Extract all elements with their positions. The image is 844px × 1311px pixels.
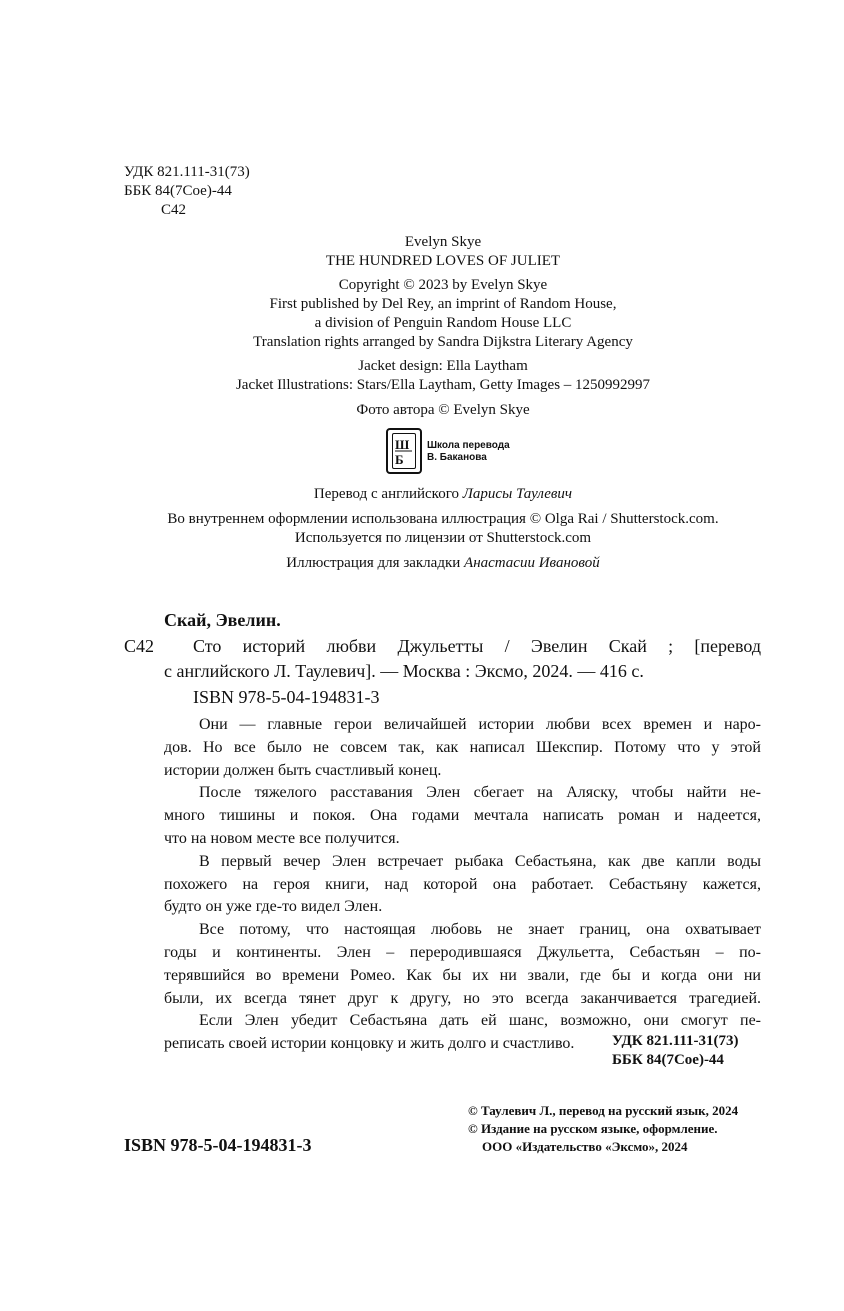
annotation-line: много тишины и покоя. Она годами мечтала написать роман и надеется, <box>164 807 761 825</box>
annotation-line: Они — главные герои величайшей истории любви всех времен и наро- <box>199 716 761 733</box>
record-code: С42 <box>124 636 155 656</box>
illustration-credit-1: Во внутреннем оформлении использована иллюстрация © Olga Rai / Shutterstock.com. <box>167 511 719 527</box>
udk-code: УДК 821.111-31(73) <box>124 164 250 180</box>
annotation-line: что на новом месте все получится. <box>164 829 400 847</box>
annotation-line: были, их всегда тянет друг к другу, но это всегда заканчивается трагедией. <box>164 989 761 1007</box>
footer-copyright-3: ООО «Издательство «Эксмо», 2024 <box>482 1139 688 1154</box>
jacket-illustrations-line: Jacket Illustrations: Stars/Ella Laytham, Getty Images – 1250992997 <box>235 377 651 393</box>
footer-isbn: ISBN 978-5-04-194831-3 <box>124 1135 312 1155</box>
annotation-line: истории должен быть счастливый конец. <box>164 761 442 779</box>
bbk-code: ББК 84(7Сое)-44 <box>124 183 232 199</box>
svg-text:Ш: Ш <box>395 437 410 452</box>
record-line-2: с английского Л. Таулевич]. — Москва : Эксмо, 2024. — 416 с. <box>164 661 644 681</box>
translation-credit <box>0 486 844 503</box>
annotation-line: годы и континенты. Элен – переродившаяся Джульетта, Себастьян – по- <box>164 943 761 961</box>
bookmark-prefix: Иллюстрация для закладки <box>286 555 465 571</box>
annotation <box>164 714 761 1056</box>
copyright-line: Copyright © 2023 by Evelyn Skye <box>338 277 548 293</box>
annotation-line: Все потому, что настоящая любовь не знает границ, она охватывает <box>199 921 761 939</box>
record-heading: Скай, Эвелин. <box>164 610 281 630</box>
footer-copyright-2: © Издание на русском языке, оформление. <box>468 1121 718 1136</box>
publisher-line-2: a division of Penguin Random House LLC <box>314 315 572 331</box>
illustration-credit-2: Используется по лицензии от Shutterstock.com <box>294 530 592 546</box>
photo-credit: Фото автора © Evelyn Skye <box>356 402 530 418</box>
translator-name: Ларисы Таулевич <box>462 486 573 502</box>
jacket-design-line: Jacket design: Ella Laytham <box>358 358 528 374</box>
author-mark: С42 <box>161 202 187 218</box>
annotation-line: терявшийся во времени Ромео. Как бы их ни звали, где бы и когда они ни <box>164 966 761 984</box>
svg-text:Б: Б <box>395 452 404 467</box>
bookmark-credit <box>0 555 844 572</box>
annotation-line: будто он уже где-то видел Элен. <box>164 898 383 916</box>
annotation-line: похожего на героя книги, над которой она работает. Себастьяну кажется, <box>164 875 761 893</box>
original-title: THE HUNDRED LOVES OF JULIET <box>325 253 561 269</box>
footer-udk: УДК 821.111-31(73) <box>612 1033 739 1049</box>
footer-copyright-1: © Таулевич Л., перевод на русский язык, 2024 <box>468 1103 739 1118</box>
annotation-line: После тяжелого расставания Элен сбегает на Аляску, чтобы найти не- <box>199 784 761 802</box>
annotation-line: реписать своей истории концовку и жить долго и счастливо. <box>164 1035 575 1053</box>
original-author: Evelyn Skye <box>404 234 482 250</box>
record-isbn: ISBN 978-5-04-194831-3 <box>193 687 380 707</box>
footer-bbk: ББК 84(7Сое)-44 <box>612 1052 724 1068</box>
rights-line: Translation rights arranged by Sandra Dijkstra Literary Agency <box>253 334 633 350</box>
annotation-line: Если Элен убедит Себастьяна дать ей шанс, возможно, они смогут пе- <box>199 1012 761 1030</box>
logo-line-1: Школа перевода <box>427 440 510 451</box>
publisher-line-1: First published by Del Rey, an imprint of Random House, <box>269 296 617 312</box>
record-line-1: Сто историй любви Джульетты / Эвелин Скай ; [перевод <box>193 636 761 656</box>
school-logo-text <box>427 440 510 464</box>
school-logo-icon <box>386 428 422 474</box>
logo-line-2: В. Баканова <box>427 452 487 463</box>
annotation-line: дов. Но все было не совсем так, как написал Шекспир. Потому что у этой <box>164 738 761 756</box>
translation-prefix: Перевод с английского <box>313 486 463 502</box>
annotation-line: В первый вечер Элен встречает рыбака Себастьяна, как две капли воды <box>199 852 761 870</box>
bookmark-artist: Анастасии Ивановой <box>464 555 600 571</box>
